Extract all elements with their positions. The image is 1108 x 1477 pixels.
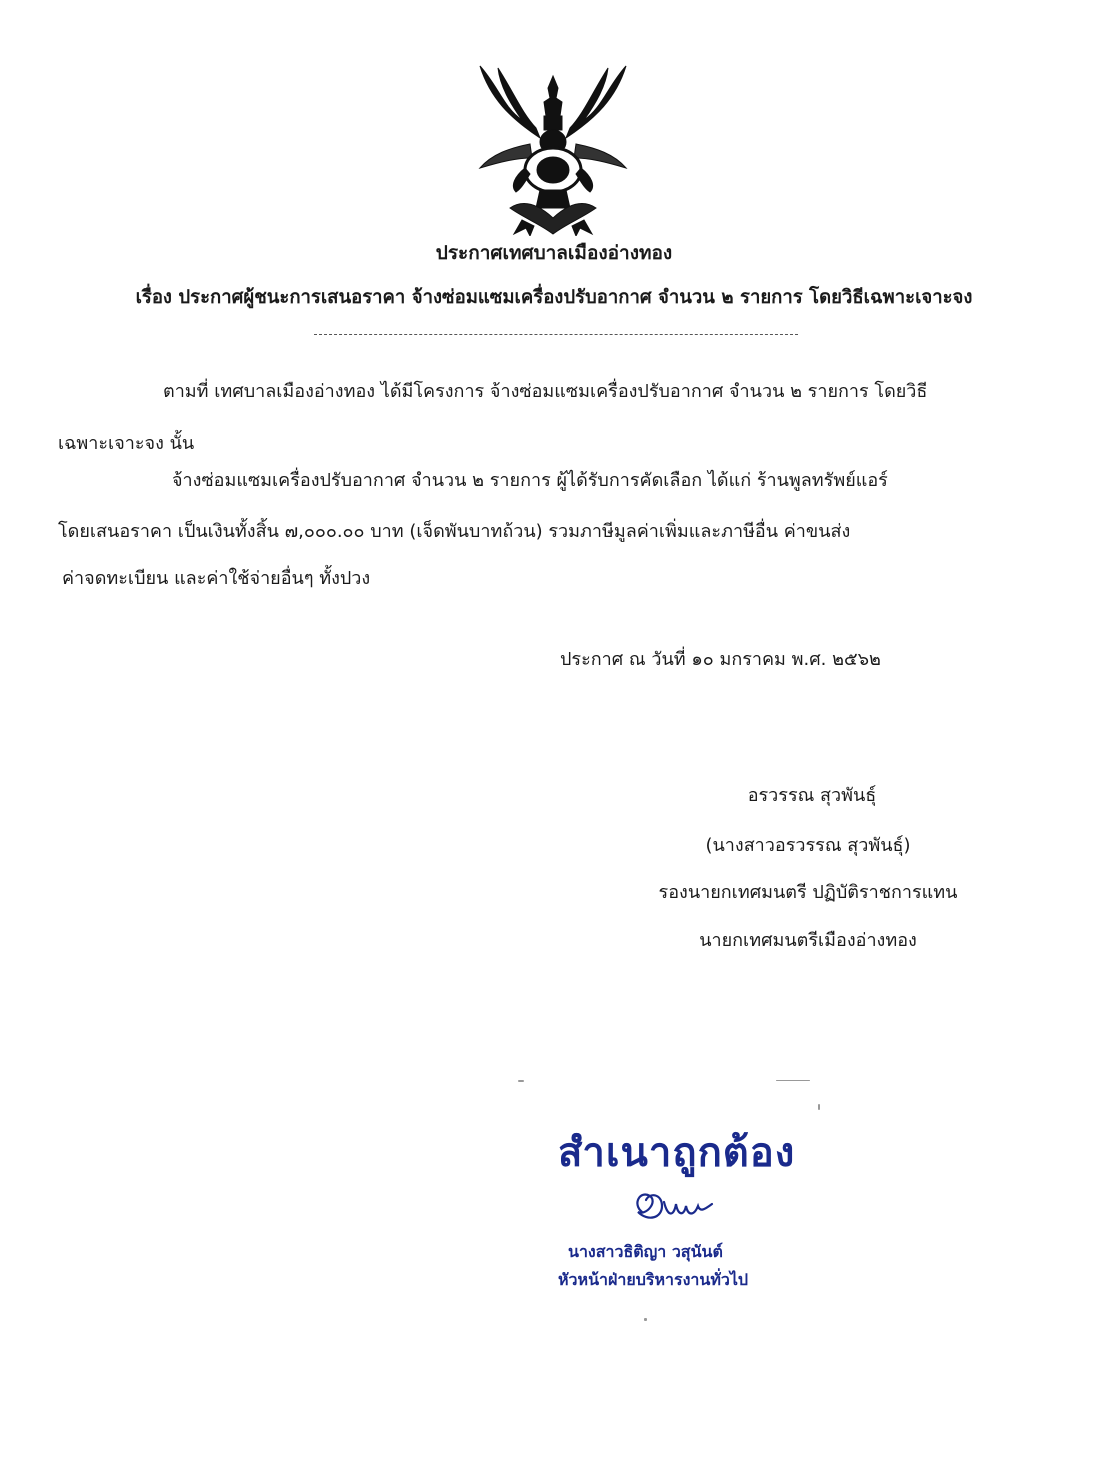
certifier-position: หัวหน้าฝ่ายบริหารงานทั่วไป <box>558 1270 749 1289</box>
signer-position-2: นายกเทศมนตรีเมืองอ่างทอง <box>699 930 917 951</box>
scan-speck <box>518 1080 524 1082</box>
certified-copy-stamp-title: สำเนาถูกต้อง <box>558 1130 796 1176</box>
org-title: ประกาศเทศบาลเมืองอ่างทอง <box>435 242 673 264</box>
scan-speck <box>644 1318 647 1321</box>
handwritten-signature <box>628 1182 718 1228</box>
body-paragraph-2-line-2: โดยเสนอราคา เป็นเงินทั้งสิ้น ๗,๐๐๐.๐๐ บาท (เจ็ดพันบาทถ้วน) รวมภาษีมูลค่าเพิ่มและภาษีอื่น ค่าขนส่ง <box>58 521 851 542</box>
certifier-name: นางสาวธิติญา วสุนันต์ <box>568 1242 723 1261</box>
garuda-emblem-icon <box>470 58 636 236</box>
body-paragraph-2-line-1: จ้างซ่อมแซมเครื่องปรับอากาศ จำนวน ๒ รายการ ผู้ได้รับการคัดเลือก ได้แก่ ร้านพูลทรัพย์แอร์ <box>172 470 888 491</box>
scan-speck <box>776 1080 810 1081</box>
signer-full-name: (นางสาวอรวรรณ สุวพันธุ์) <box>705 835 911 856</box>
body-paragraph-2-line-3: ค่าจดทะเบียน และค่าใช้จ่ายอื่นๆ ทั้งปวง <box>62 568 371 589</box>
signer-name: อรวรรณ สุวพันธุ์ <box>747 785 877 806</box>
scan-speck <box>818 1104 820 1110</box>
signer-position-1: รองนายกเทศมนตรี ปฏิบัติราชการแทน <box>658 882 958 903</box>
divider <box>314 334 798 335</box>
announce-date: ประกาศ ณ วันที่ ๑๐ มกราคม พ.ศ. ๒๕๖๒ <box>560 649 881 670</box>
body-paragraph-1-line-1: ตามที่ เทศบาลเมืองอ่างทอง ได้มีโครงการ จ้างซ่อมแซมเครื่องปรับอากาศ จำนวน ๒ รายการ โดยวิธี <box>163 381 928 402</box>
subject-line: เรื่อง ประกาศผู้ชนะการเสนอราคา จ้างซ่อมแซมเครื่องปรับอากาศ จำนวน ๒ รายการ โดยวิธีเฉพาะเจาะจง <box>135 287 973 308</box>
body-paragraph-1-line-2: เฉพาะเจาะจง นั้น <box>58 433 195 454</box>
